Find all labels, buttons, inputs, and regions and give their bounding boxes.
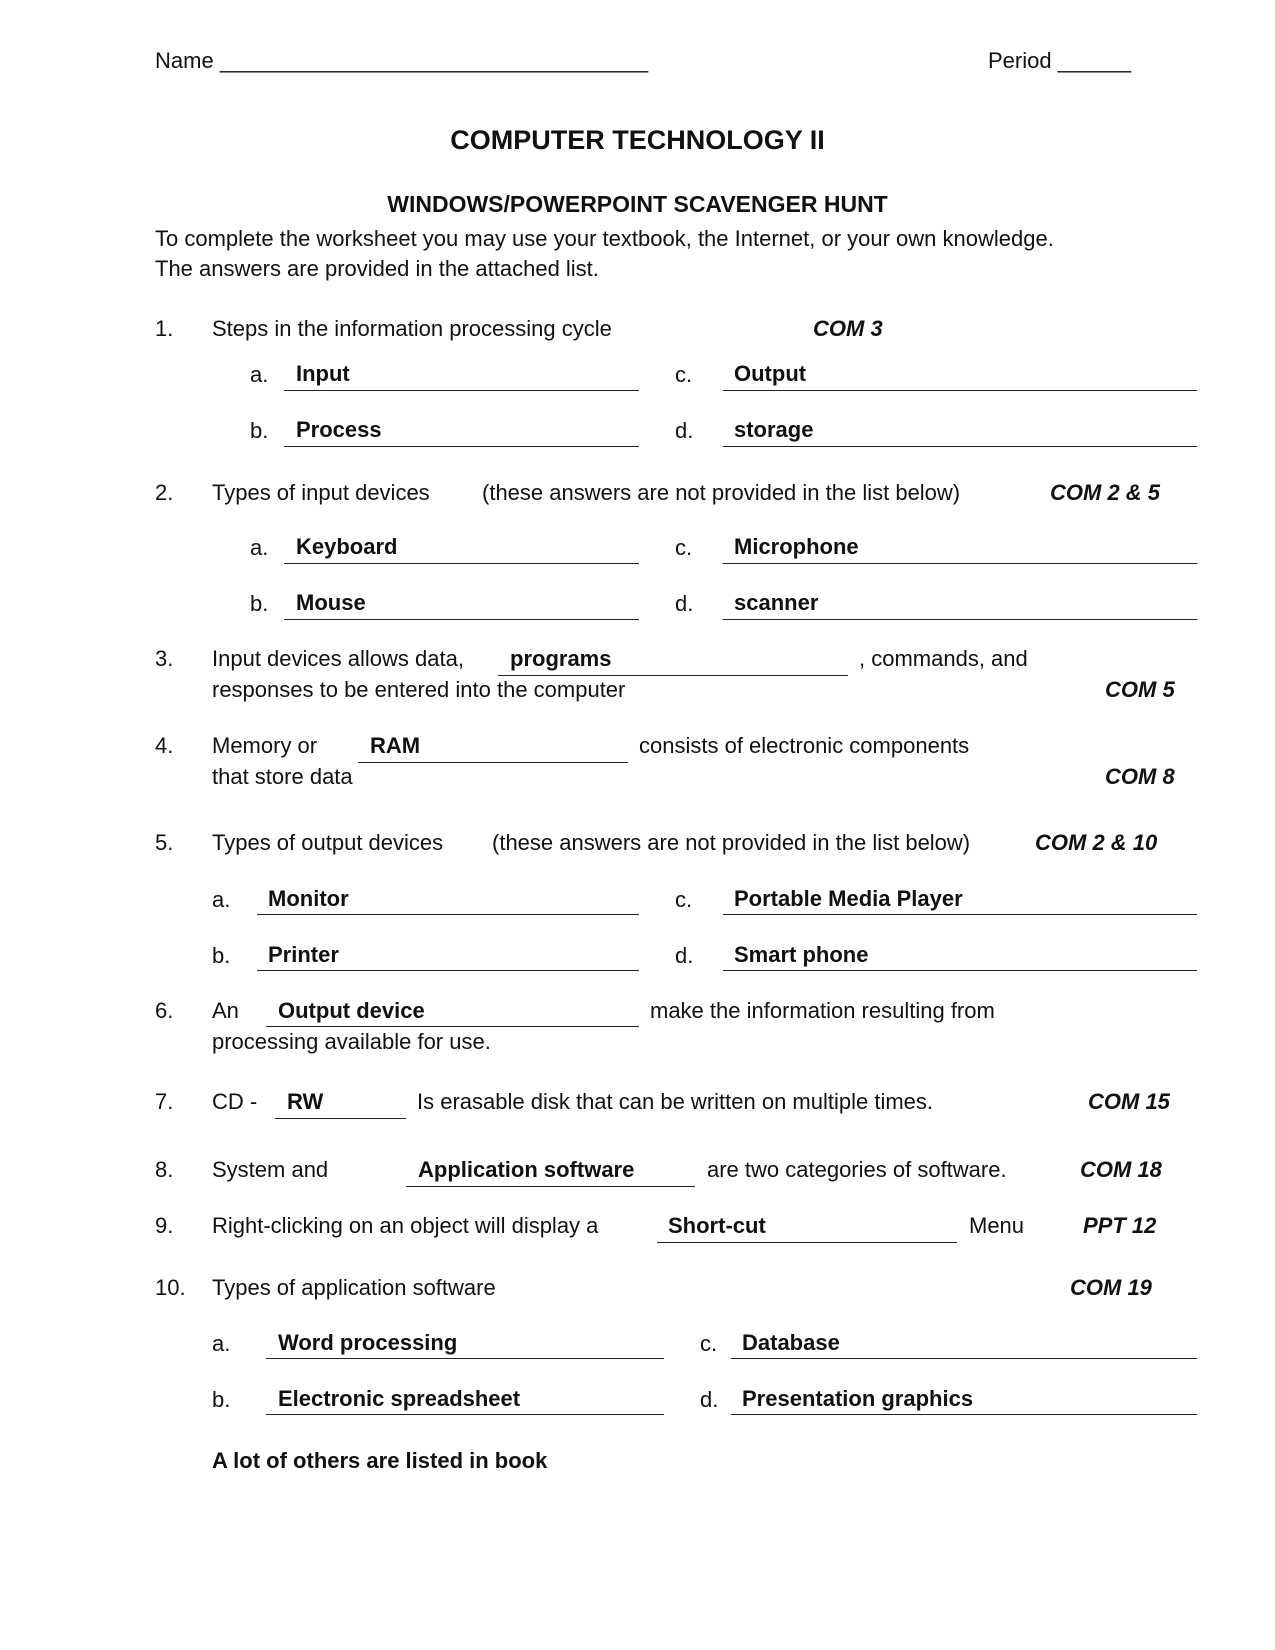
q3-text-before: Input devices allows data,	[212, 646, 464, 671]
q1-line-d	[723, 446, 1197, 447]
q5-answer-b[interactable]: Printer	[268, 942, 339, 967]
q5-text: Types of output devices	[212, 830, 444, 855]
q5-line-c	[723, 914, 1197, 915]
page-subtitle: WINDOWS/POWERPOINT SCAVENGER HUNT	[387, 191, 888, 217]
q6-line-2: processing available for use.	[212, 1029, 491, 1054]
q10-answer-c[interactable]: Database	[742, 1330, 840, 1355]
q5-number: 5.	[155, 830, 174, 855]
q2-answer-c[interactable]: Microphone	[734, 534, 859, 559]
q4-text-before: Memory or	[212, 733, 318, 758]
q8-number: 8.	[155, 1157, 174, 1182]
q3-line	[498, 675, 848, 676]
q4-line	[358, 762, 628, 763]
q2-letter-b: b.	[250, 591, 269, 616]
q6-answer[interactable]: Output device	[278, 998, 425, 1023]
q2-text: Types of input devices	[212, 480, 430, 505]
q1-answer-a[interactable]: Input	[296, 361, 350, 386]
q10-letter-d: d.	[700, 1387, 719, 1412]
name-blank[interactable]: ___________________________________	[219, 48, 649, 73]
q3-text-after: , commands, and	[859, 646, 1028, 671]
q10-text: Types of application software	[212, 1275, 496, 1300]
q1-text: Steps in the information processing cycle	[212, 316, 612, 341]
q2-note: (these answers are not provided in the list below)	[482, 480, 961, 505]
instructions-line-2: The answers are provided in the attached list.	[155, 256, 599, 281]
q1-line-a	[284, 390, 639, 391]
q2-letter-c: c.	[675, 535, 693, 560]
q8-text-before: System and	[212, 1157, 329, 1182]
q5-letter-b: b.	[212, 943, 231, 968]
q10-letter-b: b.	[212, 1387, 231, 1412]
q4-ref: COM 8	[1105, 764, 1175, 789]
q2-line-a	[284, 563, 639, 564]
q7-answer[interactable]: RW	[287, 1089, 324, 1114]
q10-line-b	[266, 1414, 664, 1415]
q7-number: 7.	[155, 1089, 174, 1114]
q1-line-c	[723, 390, 1197, 391]
instructions-line-1: To complete the worksheet you may use your textbook, the Internet, or your own knowledge.	[155, 226, 1054, 251]
q4-number: 4.	[155, 733, 174, 758]
q4-line-2: that store data	[212, 764, 353, 789]
q7-text-after: Is erasable disk that can be written on multiple times.	[417, 1089, 934, 1114]
q2-number: 2.	[155, 480, 174, 505]
q9-text-before: Right-clicking on an object will display a	[212, 1213, 599, 1238]
q6-number: 6.	[155, 998, 174, 1023]
q10-line-a	[266, 1358, 664, 1359]
name-label: Name ___________________________________	[155, 48, 649, 73]
q9-number: 9.	[155, 1213, 174, 1238]
q10-letter-c: c.	[700, 1331, 718, 1356]
q5-answer-d[interactable]: Smart phone	[734, 942, 869, 967]
q1-line-b	[284, 446, 639, 447]
q10-ref: COM 19	[1070, 1275, 1152, 1300]
q1-answer-b[interactable]: Process	[296, 417, 382, 442]
q7-ref: COM 15	[1088, 1089, 1170, 1114]
q1-answer-d[interactable]: storage	[734, 417, 814, 442]
period-label: Period ______	[988, 48, 1132, 73]
q5-answer-a[interactable]: Monitor	[268, 886, 349, 911]
q10-footer: A lot of others are listed in book	[212, 1448, 548, 1473]
q2-answer-b[interactable]: Mouse	[296, 590, 366, 615]
q2-letter-d: d.	[675, 591, 694, 616]
q3-number: 3.	[155, 646, 174, 671]
q2-letter-a: a.	[250, 535, 269, 560]
q5-ref: COM 2 & 10	[1035, 830, 1158, 855]
q2-line-c	[723, 563, 1197, 564]
q6-text-before: An	[212, 998, 239, 1023]
q10-number: 10.	[155, 1275, 186, 1300]
q2-line-b	[284, 619, 639, 620]
q4-answer[interactable]: RAM	[370, 733, 421, 758]
q1-number: 1.	[155, 316, 174, 341]
q9-text-after: Menu	[969, 1213, 1025, 1238]
q9-answer[interactable]: Short-cut	[668, 1213, 766, 1238]
q2-answer-d[interactable]: scanner	[734, 590, 819, 615]
q5-letter-d: d.	[675, 943, 694, 968]
q1-answer-c[interactable]: Output	[734, 361, 807, 386]
page-title: COMPUTER TECHNOLOGY II	[450, 125, 825, 155]
q2-line-d	[723, 619, 1197, 620]
q10-line-c	[731, 1358, 1197, 1359]
q10-letter-a: a.	[212, 1331, 231, 1356]
q5-letter-c: c.	[675, 887, 693, 912]
q3-answer[interactable]: programs	[510, 646, 612, 671]
period-blank[interactable]: ______	[1057, 48, 1132, 73]
q1-letter-c: c.	[675, 362, 693, 387]
q5-line-b	[257, 970, 639, 971]
q6-text-after: make the information resulting from	[650, 998, 995, 1023]
q9-ref: PPT 12	[1083, 1213, 1157, 1238]
q10-line-d	[731, 1414, 1197, 1415]
q10-answer-d[interactable]: Presentation graphics	[742, 1386, 974, 1411]
q5-answer-c[interactable]: Portable Media Player	[734, 886, 963, 911]
q3-ref: COM 5	[1105, 677, 1175, 702]
q4-text-after: consists of electronic components	[639, 733, 970, 758]
q5-note: (these answers are not provided in the list below)	[492, 830, 971, 855]
q2-answer-a[interactable]: Keyboard	[296, 534, 398, 559]
q6-line	[266, 1026, 639, 1027]
q7-line	[275, 1118, 406, 1119]
q8-line	[406, 1186, 695, 1187]
q1-letter-d: d.	[675, 418, 694, 443]
q5-letter-a: a.	[212, 887, 231, 912]
q8-ref: COM 18	[1080, 1157, 1162, 1182]
q3-line-2: responses to be entered into the computer	[212, 677, 626, 702]
q7-text-before: CD -	[212, 1089, 258, 1114]
q8-answer[interactable]: Application software	[418, 1157, 635, 1182]
q9-line	[657, 1242, 957, 1243]
q2-ref: COM 2 & 5	[1050, 480, 1161, 505]
q5-line-d	[723, 970, 1197, 971]
q1-letter-b: b.	[250, 418, 269, 443]
q10-answer-b[interactable]: Electronic spreadsheet	[278, 1386, 521, 1411]
q1-letter-a: a.	[250, 362, 269, 387]
q5-line-a	[257, 914, 639, 915]
q1-ref: COM 3	[813, 316, 883, 341]
q10-answer-a[interactable]: Word processing	[278, 1330, 458, 1355]
q8-text-after: are two categories of software.	[707, 1157, 1007, 1182]
